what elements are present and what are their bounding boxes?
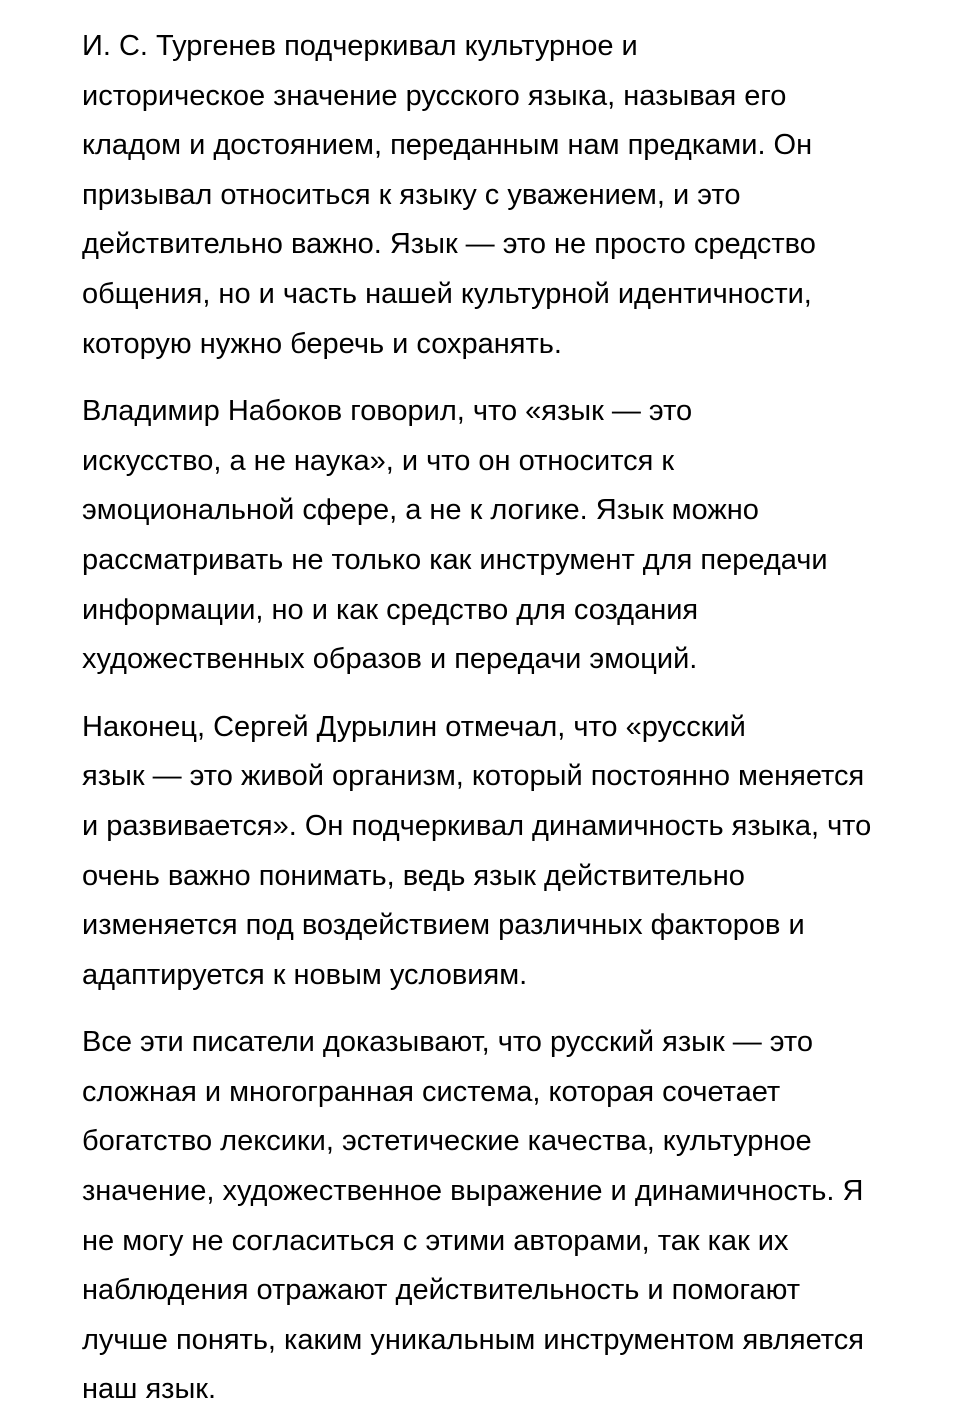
text-line: наш язык. xyxy=(82,1373,217,1406)
paragraph-turgenev xyxy=(8,22,944,369)
text-line: Наконец, Сергей Дурылин отмечал, что «русский xyxy=(82,710,746,743)
text-line: информации, но и как средство для создания xyxy=(82,593,699,626)
text-line: Владимир Набоков говорил, что «язык — это xyxy=(82,395,693,428)
text-line: общения, но и часть нашей культурной идентичности, xyxy=(82,277,812,310)
text-line: рассматривать не только как инструмент для передачи xyxy=(82,543,828,576)
text-line: богатство лексики, эстетические качества, культурное xyxy=(82,1125,812,1158)
paragraph-conclusion xyxy=(8,1018,944,1415)
text-line: изменяется под воздействием различных факторов и xyxy=(82,909,805,942)
paragraph-nabokov xyxy=(8,387,944,685)
text-line: художественных образов и передачи эмоций. xyxy=(82,643,698,676)
text-line: язык — это живой организм, который постоянно меняется xyxy=(82,760,865,793)
text-line: сложная и многогранная система, которая сочетает xyxy=(82,1075,781,1108)
text-line: Все эти писатели доказывают, что русский язык — это xyxy=(82,1026,814,1059)
text-line: адаптируется к новым условиям. xyxy=(82,958,528,991)
text-line: которую нужно беречь и сохранять. xyxy=(82,327,562,360)
text-line: и развивается». Он подчеркивал динамичность языка, что xyxy=(82,809,872,842)
text-line: призывал относиться к языку с уважением, и это xyxy=(82,178,741,211)
text-line: искусство, а не наука», и что он относится к xyxy=(82,444,675,477)
text-line: значение, художественное выражение и динамичность. Я xyxy=(82,1175,864,1208)
text-line: наблюдения отражают действительность и помогают xyxy=(82,1274,801,1307)
text-line: очень важно понимать, ведь язык действительно xyxy=(82,859,745,892)
text-line: эмоциональной сфере, а не к логике. Язык можно xyxy=(82,494,759,527)
text-line: кладом и достоянием, переданным нам предками. Он xyxy=(82,129,813,162)
text-line: историческое значение русского языка, называя его xyxy=(82,79,787,112)
text-line: лучше понять, каким уникальным инструментом является xyxy=(82,1323,864,1356)
paragraph-durylin xyxy=(8,703,944,1001)
document-body xyxy=(8,22,944,1415)
text-line: не могу не согласиться с этими авторами, так как их xyxy=(82,1224,789,1257)
text-line: И. С. Тургенев подчеркивал культурное и xyxy=(82,30,638,62)
text-line: действительно важно. Язык — это не просто средство xyxy=(82,228,816,261)
